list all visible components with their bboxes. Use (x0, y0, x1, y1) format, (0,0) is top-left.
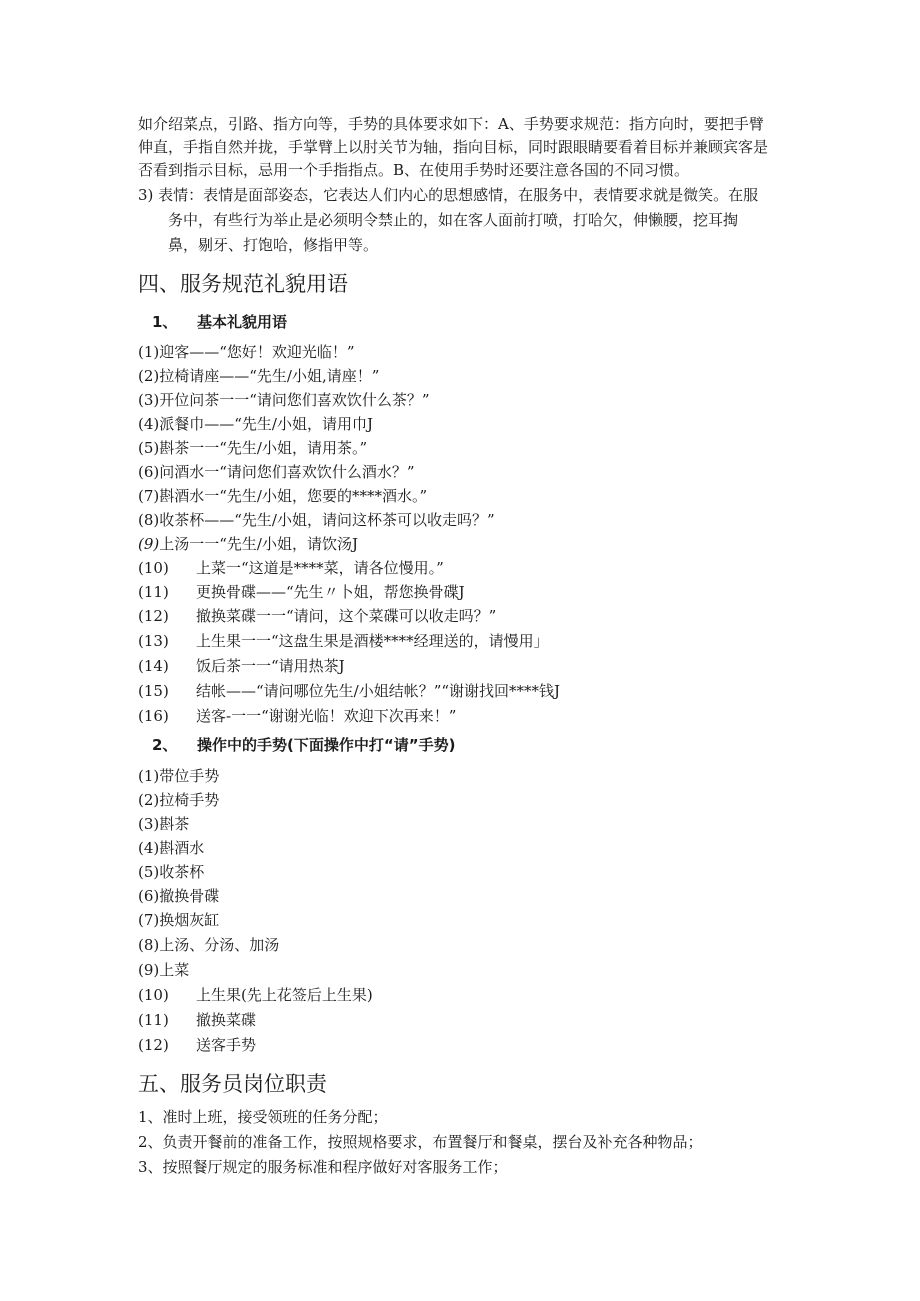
list-item (138, 862, 204, 882)
expression-line-2: 务中，有些行为举止是必须明令禁止的，如在客人面前打喷，打哈欠，伸懒腰，挖耳掏 (168, 211, 739, 229)
duty-line-3: 3、按照餐厅规定的服务标准和程序做好对客服务工作； (138, 1158, 508, 1176)
item-number: (4) (138, 839, 160, 857)
item-number: (12) (138, 1036, 169, 1054)
item-number: (12) (138, 607, 169, 625)
item-text: 上菜 (159, 961, 190, 979)
item-number: (5) (138, 863, 160, 881)
item-text: 撤换菜碟 (196, 1011, 257, 1029)
item-number: (14) (138, 657, 169, 675)
list-item (138, 814, 189, 834)
subsection-2-heading (152, 735, 455, 755)
list-item (138, 960, 189, 980)
item-text: 迎客——“您好！欢迎光临！” (159, 343, 355, 361)
list-item (138, 438, 367, 458)
item-number: (9) (138, 961, 160, 979)
item-number: (7) (138, 911, 160, 929)
item-text: 斟茶 (159, 815, 190, 833)
item-text: 更换骨碟——“先生〃卜姐，帮您换骨碟J (196, 583, 465, 601)
item-number: (3) (138, 815, 160, 833)
item-text: 派餐巾——“先生/小姐，请用巾J (159, 415, 373, 433)
item-number: (13) (138, 632, 169, 650)
subsection-1-title: 基本礼貌用语 (197, 313, 288, 331)
list-item (138, 1035, 256, 1055)
item-text: 撤换骨碟 (159, 887, 220, 905)
item-number: (4) (138, 415, 160, 433)
item-text: 送客-一一“谢谢光临！欢迎下次再来！” (196, 707, 457, 725)
item-text: 带位手势 (159, 767, 220, 785)
list-item (138, 414, 373, 434)
expression-line-3: 鼻，剔牙、打饱哈，修指甲等。 (168, 236, 379, 254)
list-item (138, 1010, 256, 1030)
item-text: 收茶杯 (159, 863, 205, 881)
list-item (138, 342, 355, 362)
item-number: (1) (138, 767, 160, 785)
item-number: (10) (138, 986, 169, 1004)
list-item (138, 886, 219, 906)
item-number: (6) (138, 463, 160, 481)
item-text: 上汤、分汤、加汤 (159, 936, 280, 954)
item-number: (3) (138, 391, 160, 409)
item-text: 开位问茶一一“请问您们喜欢饮什么茶？” (159, 391, 430, 409)
item-number: (9) (138, 535, 160, 553)
item-number: (1) (138, 343, 160, 361)
item-text: 上菜一“这道是****菜，请各位慢用。” (196, 559, 444, 577)
item-text: 上汤一一“先生/小姐，请饮汤J (159, 535, 358, 553)
item-number: (15) (138, 682, 169, 700)
subsection-2-number: 2、 (152, 736, 178, 754)
item-number: (2) (138, 791, 160, 809)
item-text: 斟酒水 (159, 839, 205, 857)
item-text: 撤换菜碟一一“请问，这个菜碟可以收走吗？” (196, 607, 497, 625)
item-number: (10) (138, 559, 169, 577)
duty-line-1: 1、准时上班，接受领班的任务分配； (138, 1108, 388, 1126)
item-number: (16) (138, 707, 169, 725)
list-item (138, 510, 495, 530)
list-item (138, 790, 219, 810)
duty-line-2: 2、负责开餐前的准备工作，按照规格要求，布置餐厅和餐桌，摆台及补充各种物品； (138, 1133, 703, 1151)
item-text: 收茶杯——“先生/小姐，请问这杯茶可以收走吗？” (159, 511, 495, 529)
list-item (138, 486, 427, 506)
item-text: 送客手势 (196, 1036, 257, 1054)
list-item (138, 656, 345, 676)
item-text: 结帐——“请问哪位先生/小姐结帐？”“谢谢找回****钱J (196, 682, 561, 700)
list-item (138, 766, 219, 786)
item-text: 斟茶一一“先生/小姐，请用茶。” (159, 439, 368, 457)
item-text: 问酒水一“请问您们喜欢饮什么酒水？” (159, 463, 415, 481)
item-number: (8) (138, 936, 160, 954)
list-item (138, 366, 379, 386)
intro-line-1: 如介绍菜点，引路、指方向等，手势的具体要求如下：A、手势要求规范：指方向时，要把手臂 (138, 115, 764, 133)
list-item (138, 631, 549, 651)
list-item (138, 558, 444, 578)
item-number: (11) (138, 583, 169, 601)
subsection-1-number: 1、 (152, 313, 178, 331)
list-item (138, 910, 219, 930)
list-item (138, 462, 415, 482)
item-text: 换烟灰缸 (159, 911, 220, 929)
list-item (138, 838, 204, 858)
section-4-heading: 四、服务规范礼貌用语 (138, 272, 348, 296)
subsection-1-heading (152, 312, 287, 332)
list-item (138, 390, 430, 410)
item-number: (6) (138, 887, 160, 905)
list-item (138, 681, 560, 701)
intro-line-3: 否看到指示目标，忌用一个手指指点。B、在使用手势时还要注意各国的不同习惯。 (138, 161, 690, 179)
list-item (138, 706, 456, 726)
item-text: 拉椅请座——“先生/小姐,请座！” (159, 367, 380, 385)
item-number: (2) (138, 367, 160, 385)
section-5-heading: 五、服务员岗位职责 (138, 1072, 327, 1096)
list-item (138, 985, 373, 1005)
item-number: (5) (138, 439, 160, 457)
subsection-2-title: 操作中的手势(下面操作中打“请”手势) (197, 736, 456, 754)
list-item (138, 582, 465, 602)
list-item (138, 935, 279, 955)
expression-line-1: 3) 表情：表情是面部姿态，它表达人们内心的思想感情，在服务中，表情要求就是微笑。在服 (138, 186, 759, 204)
item-number: (7) (138, 487, 160, 505)
item-text: 上生果一一“这盘生果是酒楼****经理送的，请慢用」 (196, 632, 549, 650)
item-text: 饭后茶一一“请用热茶J (196, 657, 345, 675)
list-item (138, 606, 496, 626)
item-number: (8) (138, 511, 160, 529)
item-text: 上生果(先上花签后上生果) (196, 986, 373, 1004)
item-text: 斟酒水一“先生/小姐，您要的****酒水。” (159, 487, 428, 505)
intro-line-2: 伸直，手指自然并拢，手掌臂上以肘关节为轴，指向目标，同时跟眼睛要看着目标并兼顾宾客是 (138, 138, 769, 156)
list-item (138, 534, 358, 554)
item-text: 拉椅手势 (159, 791, 220, 809)
item-number: (11) (138, 1011, 169, 1029)
